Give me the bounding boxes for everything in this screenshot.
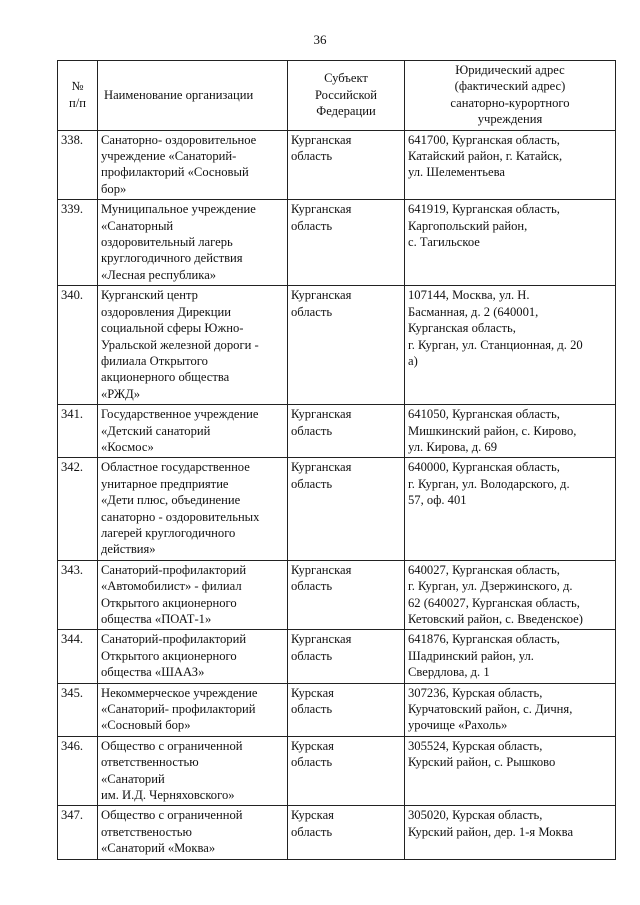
region-name: Курганская область [288, 200, 405, 286]
header-organization-name: Наименование организации [98, 61, 288, 131]
row-number: 342. [58, 458, 98, 560]
organizations-table [57, 60, 616, 860]
row-number: 344. [58, 630, 98, 683]
table-row [58, 286, 616, 405]
region-name: Курганская область [288, 630, 405, 683]
organization-address: 641050, Курганская область, Мишкинский район, с. Кирово, ул. Кирова, д. 69 [405, 405, 616, 458]
organization-address: 107144, Москва, ул. Н. Басманная, д. 2 (640001, Курганская область, г. Курган, ул. Станционная, д. 20 а) [405, 286, 616, 405]
organization-name: Государственное учреждение «Детский санаторий «Космос» [98, 405, 288, 458]
header-address: Юридический адрес (фактический адрес) санаторно-курортного учреждения [405, 61, 616, 131]
organization-address: 641876, Курганская область, Шадринский район, ул. Свердлова, д. 1 [405, 630, 616, 683]
page-number: 36 [313, 32, 327, 47]
header-region: Субъект Российской Федерации [288, 61, 405, 131]
region-name: Курганская область [288, 286, 405, 405]
region-name: Курская область [288, 806, 405, 859]
organization-address: 305524, Курская область, Курский район, с. Рышково [405, 736, 616, 806]
organization-name: Санаторно- оздоровительное учреждение «Санаторий- профилакторий «Сосновый бор» [98, 130, 288, 200]
row-number: 343. [58, 560, 98, 630]
table-row [58, 130, 616, 200]
organization-address: 640027, Курганская область, г. Курган, ул. Дзержинского, д. 62 (640027, Курганская область, Кетовский район, с. Введенское) [405, 560, 616, 630]
region-name: Курская область [288, 736, 405, 806]
table-row [58, 630, 616, 683]
table-row [58, 458, 616, 560]
table-row [58, 806, 616, 859]
organization-address: 640000, Курганская область, г. Курган, ул. Володарского, д. 57, оф. 401 [405, 458, 616, 560]
table-body [58, 130, 616, 859]
organization-address: 641919, Курганская область, Каргопольский район, с. Тагильское [405, 200, 616, 286]
table-row [58, 200, 616, 286]
organization-name: Санаторий-профилакторий «Автомобилист» - филиал Открытого акционерного общества «ПОАТ-1» [98, 560, 288, 630]
organization-name: Муниципальное учреждение «Санаторный оздоровительный лагерь круглогодичного действия «Лесная республика» [98, 200, 288, 286]
table-header-row [58, 61, 616, 131]
organization-name: Курганский центр оздоровления Дирекции социальной сферы Южно- Уральской железной дороги - филиала Открытого акционерного общества «РЖД» [98, 286, 288, 405]
row-number: 341. [58, 405, 98, 458]
region-name: Курганская область [288, 458, 405, 560]
region-name: Курская область [288, 683, 405, 736]
region-name: Курганская область [288, 130, 405, 200]
organization-address: 307236, Курская область, Курчатовский район, с. Дичня, урочище «Рахоль» [405, 683, 616, 736]
row-number: 338. [58, 130, 98, 200]
row-number: 340. [58, 286, 98, 405]
table-row [58, 560, 616, 630]
organization-address: 641700, Курганская область, Катайский район, г. Катайск, ул. Шелементьева [405, 130, 616, 200]
row-number: 339. [58, 200, 98, 286]
table-row [58, 683, 616, 736]
row-number: 347. [58, 806, 98, 859]
table-row [58, 405, 616, 458]
organization-name: Некоммерческое учреждение «Санаторий- профилакторий «Сосновый бор» [98, 683, 288, 736]
organization-name: Общество с ограниченной ответственностью «Санаторий им. И.Д. Черняховского» [98, 736, 288, 806]
organization-name: Областное государственное унитарное предприятие «Дети плюс, объединение санаторно - оздоровительных лагерей круглогодичного действия» [98, 458, 288, 560]
row-number: 346. [58, 736, 98, 806]
region-name: Курганская область [288, 405, 405, 458]
organization-address: 305020, Курская область, Курский район, дер. 1-я Моква [405, 806, 616, 859]
header-number: № п/п [58, 61, 98, 131]
row-number: 345. [58, 683, 98, 736]
table-row [58, 736, 616, 806]
region-name: Курганская область [288, 560, 405, 630]
organization-name: Общество с ограниченной ответственостью «Санаторий «Моква» [98, 806, 288, 859]
organization-name: Санаторий-профилакторий Открытого акционерного общества «ШААЗ» [98, 630, 288, 683]
